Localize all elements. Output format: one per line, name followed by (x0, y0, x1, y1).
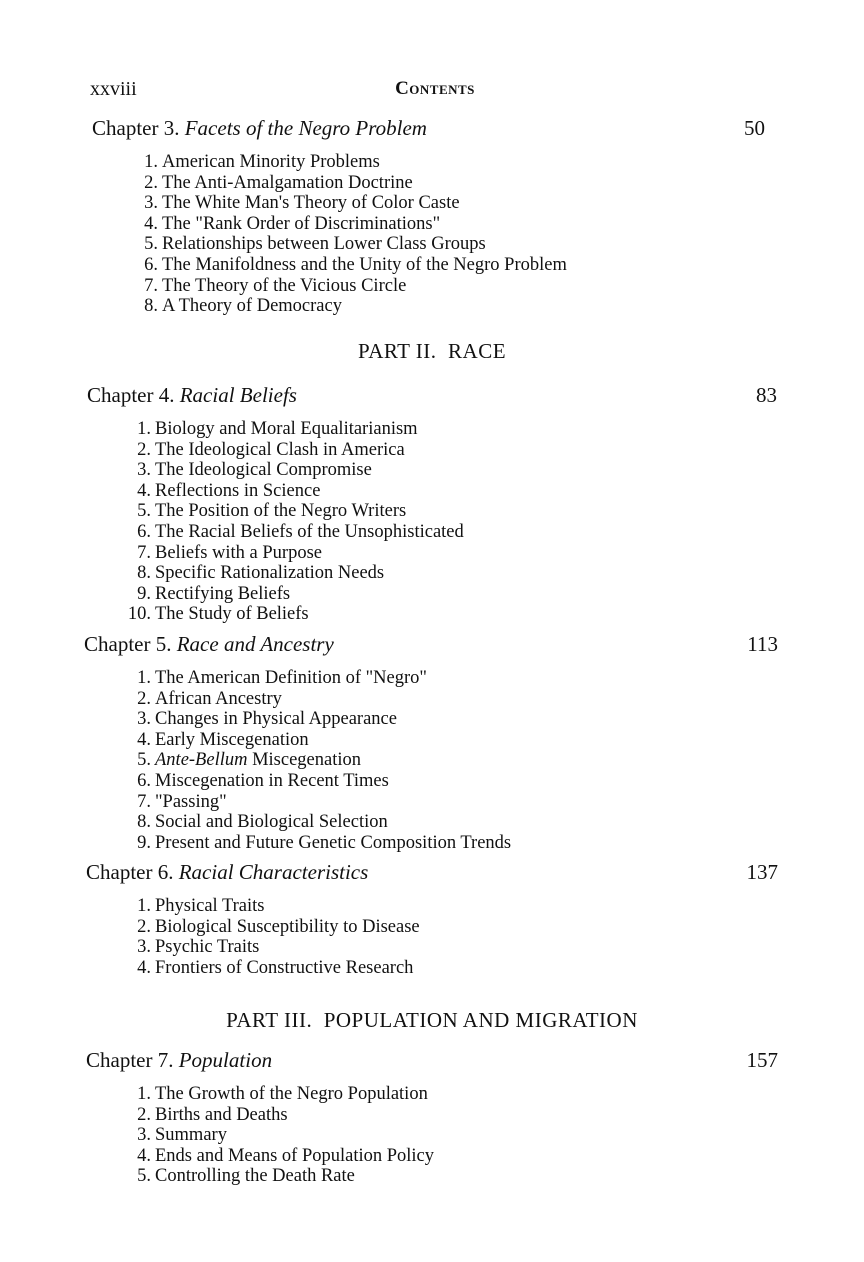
section-item (121, 1084, 778, 1105)
section-item (121, 1166, 778, 1187)
section-number: 7. (137, 791, 151, 812)
chapter-number: Chapter 6. (86, 860, 174, 884)
section-title: Miscegenation in Recent Times (155, 770, 389, 791)
section-number: 1. (137, 1084, 151, 1104)
section-list (121, 668, 778, 853)
section-number: 5. (144, 234, 158, 255)
section-item (121, 460, 777, 481)
section-number: 1. (144, 152, 158, 172)
part-heading (0, 1008, 864, 1033)
section-item (121, 501, 777, 522)
section-title: Beliefs with a Purpose (155, 542, 322, 563)
section-number: 1. (137, 419, 151, 439)
section-item (121, 1146, 778, 1167)
section-title: Changes in Physical Appearance (155, 709, 397, 730)
section-item (121, 440, 777, 461)
section-number: 4. (144, 213, 158, 234)
chapter-page-number: 50 (744, 116, 765, 140)
section-item (121, 668, 778, 689)
section-title: The Position of the Negro Writers (155, 501, 407, 522)
chapter-number: Chapter 5. (84, 632, 172, 656)
section-title: The Theory of the Vicious Circle (162, 275, 407, 296)
chapter-3 (92, 116, 765, 317)
section-number: 6. (137, 521, 151, 542)
chapter-title: Facets of the Negro Problem (184, 116, 427, 140)
running-head (90, 78, 780, 108)
section-title: The Study of Beliefs (155, 604, 309, 625)
section-item (121, 833, 778, 854)
section-number: 4. (137, 957, 151, 978)
section-number: 7. (144, 275, 158, 296)
section-title (155, 750, 361, 771)
section-title: The "Rank Order of Discriminations" (162, 213, 441, 234)
section-item (121, 812, 778, 833)
section-item (121, 709, 778, 730)
section-item (121, 937, 778, 958)
section-number: 3. (137, 937, 151, 958)
section-item (128, 296, 765, 317)
section-title: Ends and Means of Population Policy (155, 1145, 435, 1166)
section-list (121, 419, 777, 625)
section-title: The Growth of the Negro Population (155, 1084, 428, 1104)
section-item (121, 792, 778, 813)
section-item (121, 689, 778, 710)
section-number: 3. (144, 193, 158, 214)
section-number: 2. (137, 688, 151, 709)
section-item (128, 234, 765, 255)
section-title: African Ancestry (155, 688, 282, 709)
section-title: Present and Future Genetic Composition Trends (155, 832, 512, 853)
chapter-7 (86, 1048, 778, 1187)
section-number: 5. (137, 501, 151, 522)
section-item (121, 481, 777, 502)
chapter-6 (86, 860, 778, 978)
part-label: PART II. (357, 339, 437, 363)
chapter-heading (92, 116, 765, 144)
section-title: Psychic Traits (155, 937, 260, 958)
section-title: Physical Traits (155, 896, 265, 916)
section-number: 1. (137, 896, 151, 916)
section-title: Specific Rationalization Needs (155, 563, 385, 584)
section-item (121, 750, 778, 771)
section-number: 2. (137, 916, 151, 937)
chapter-title: Population (178, 1048, 273, 1072)
section-title: The White Man's Theory of Color Caste (162, 193, 460, 214)
section-title: American Minority Problems (162, 152, 380, 172)
section-item (121, 543, 777, 564)
section-number: 9. (137, 583, 151, 604)
part-heading (0, 339, 864, 364)
section-title: The Anti-Amalgamation Doctrine (162, 172, 413, 193)
section-number: 8. (137, 812, 151, 833)
section-title: Reflections in Science (155, 480, 321, 501)
chapter-title: Race and Ancestry (176, 632, 334, 656)
section-item (128, 214, 765, 235)
section-title: The Manifoldness and the Unity of the Negro Problem (162, 254, 567, 275)
section-title: Biological Susceptibility to Disease (155, 916, 420, 937)
chapter-heading (86, 860, 778, 888)
section-title: Rectifying Beliefs (155, 583, 291, 604)
section-title: Social and Biological Selection (155, 812, 388, 833)
section-title-italic: Ante-Bellum (155, 750, 248, 771)
section-number: 5. (137, 1166, 151, 1187)
section-item (128, 276, 765, 297)
section-item (128, 193, 765, 214)
section-number: 2. (137, 439, 151, 460)
section-number: 10. (127, 604, 151, 625)
section-item (121, 896, 778, 917)
part-title: RACE (448, 339, 507, 363)
section-item (121, 604, 777, 625)
section-item (128, 255, 765, 276)
section-item (128, 152, 765, 173)
chapter-page-number: 83 (756, 383, 777, 407)
section-title: The American Definition of "Negro" (155, 668, 427, 688)
section-title: A Theory of Democracy (162, 296, 342, 317)
section-title: Births and Deaths (155, 1104, 288, 1125)
section-item (121, 584, 777, 605)
chapter-title: Racial Characteristics (178, 860, 369, 884)
section-number: 3. (137, 460, 151, 481)
section-number: 4. (137, 1145, 151, 1166)
section-title: Frontiers of Constructive Research (155, 957, 414, 978)
section-number: 5. (137, 750, 151, 771)
section-title: Early Miscegenation (155, 729, 309, 750)
chapter-4 (87, 383, 777, 625)
section-item (128, 173, 765, 194)
part-label: PART III. (226, 1008, 313, 1032)
section-number: 3. (137, 709, 151, 730)
section-title: The Ideological Clash in America (155, 439, 405, 460)
section-number: 9. (137, 832, 151, 853)
part-title: POPULATION AND MIGRATION (323, 1008, 638, 1032)
section-item (121, 771, 778, 792)
section-list (121, 1084, 778, 1187)
section-number: 2. (144, 172, 158, 193)
section-title: The Ideological Compromise (155, 460, 372, 481)
section-item (121, 522, 777, 543)
chapter-number: Chapter 3. (92, 116, 180, 140)
section-title: Controlling the Death Rate (155, 1166, 355, 1187)
section-number: 8. (144, 296, 158, 317)
chapter-heading (84, 632, 778, 660)
section-number: 2. (137, 1104, 151, 1125)
section-item (121, 1105, 778, 1126)
page-number: xxviii (90, 78, 137, 100)
chapter-page-number: 113 (747, 632, 778, 656)
section-number: 4. (137, 480, 151, 501)
section-number: 6. (137, 770, 151, 791)
section-item (121, 917, 778, 938)
section-title: Biology and Moral Equalitarianism (155, 419, 418, 439)
section-list (121, 896, 778, 978)
section-number: 7. (137, 542, 151, 563)
section-title: The Racial Beliefs of the Unsophisticated (155, 521, 464, 542)
section-item (121, 419, 777, 440)
section-title: "Passing" (155, 791, 227, 812)
chapter-title: Racial Beliefs (179, 383, 297, 407)
section-list (128, 152, 765, 317)
section-item (121, 958, 778, 979)
chapter-number: Chapter 4. (87, 383, 175, 407)
section-item (121, 730, 778, 751)
chapter-5 (84, 632, 778, 853)
chapter-page-number: 137 (746, 860, 778, 884)
chapter-heading (86, 1048, 778, 1076)
section-number: 4. (137, 729, 151, 750)
chapter-page-number: 157 (746, 1048, 778, 1072)
section-number: 3. (137, 1125, 151, 1146)
section-number: 6. (144, 254, 158, 275)
section-title: Summary (155, 1125, 227, 1146)
section-title: Relationships between Lower Class Groups (162, 234, 486, 255)
section-number: 1. (137, 668, 151, 688)
section-item (121, 563, 777, 584)
chapter-heading (87, 383, 777, 411)
chapter-number: Chapter 7. (86, 1048, 174, 1072)
section-number: 8. (137, 563, 151, 584)
section-title-rest: Miscegenation (252, 750, 362, 771)
section-item (121, 1125, 778, 1146)
page-title: Contents (395, 78, 475, 99)
